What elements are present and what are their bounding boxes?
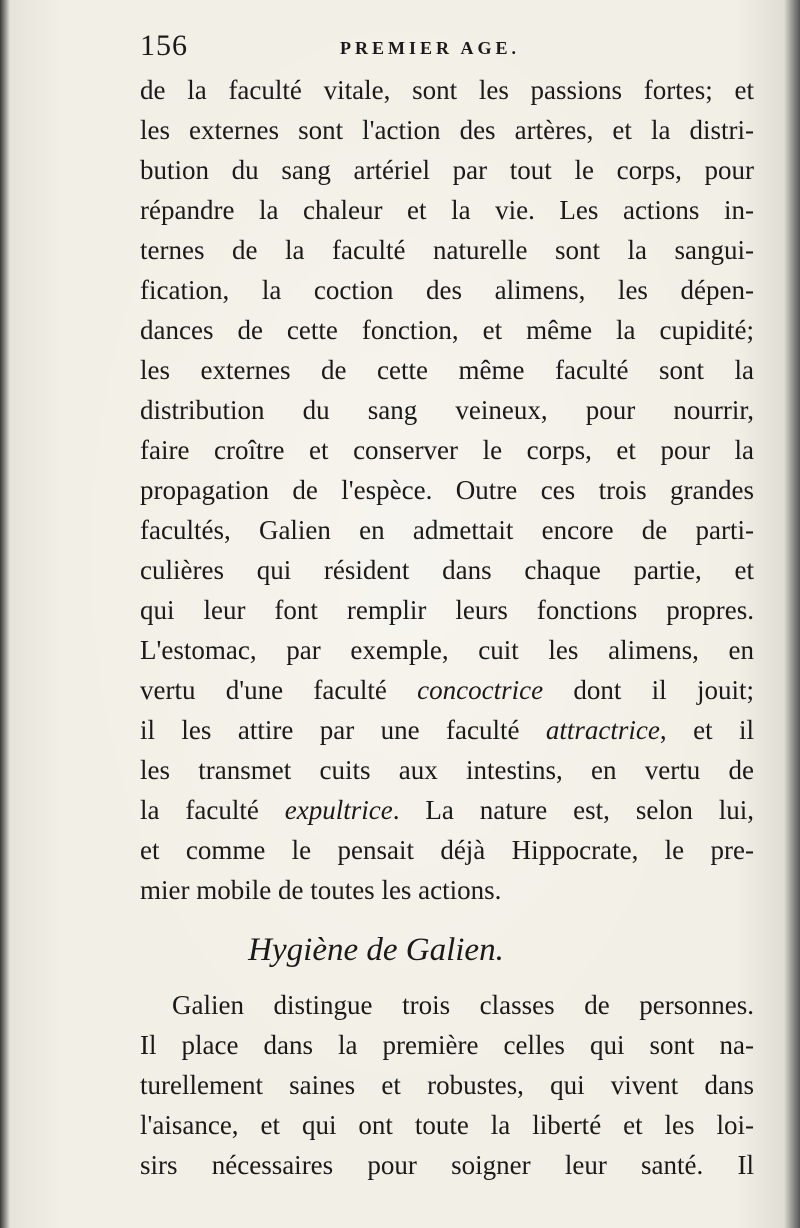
text-line: faire croître et conserver le corps, et pour la [140, 435, 754, 465]
page-gutter-shadow [0, 0, 10, 1228]
text-line: et comme le pensait déjà Hippocrate, le pre- [140, 835, 754, 865]
text-run: . La nature est, selon lui, [392, 795, 754, 825]
text-run: dont il jouit; [543, 675, 754, 705]
page-edge-shadow [784, 0, 800, 1228]
running-head: PREMIER AGE. [340, 38, 521, 58]
text-line: turellement saines et robustes, qui vivent dans [140, 1070, 754, 1100]
text-line: répandre la chaleur et la vie. Les actions in- [140, 195, 754, 225]
text-line: distribution du sang veineux, pour nourrir, [140, 395, 754, 425]
italic-term: expultrice [284, 795, 393, 825]
text-line: les externes sont l'action des artères, et la distri- [140, 115, 754, 145]
text-line-paragraph-end: mier mobile de toutes les actions. [140, 875, 502, 905]
body-text-block [140, 70, 754, 910]
text-run: il les attire par une faculté [140, 715, 546, 745]
text-line: bution du sang artériel par tout le corps, pour [140, 155, 754, 185]
text-line: Il place dans la première celles qui sont na- [140, 1030, 754, 1060]
section-heading-text: Hygiène de Galien. [248, 932, 504, 968]
text-line-expultrice [140, 790, 754, 830]
text-line-concoctrice [140, 670, 754, 710]
text-line: ternes de la faculté naturelle sont la sangui- [140, 235, 754, 265]
section-heading [0, 928, 800, 972]
italic-term: attractrice [545, 715, 660, 745]
text-line: de la faculté vitale, sont les passions fortes; et [140, 75, 754, 105]
text-line: L'estomac, par exemple, cuit les alimens, en [140, 635, 754, 665]
italic-term: concoctrice [417, 675, 544, 705]
text-line: culières qui résident dans chaque partie, et [140, 555, 754, 585]
text-line: sirs nécessaires pour soigner leur santé. Il [140, 1150, 754, 1180]
text-line-attractrice [140, 710, 754, 750]
text-line-paragraph-start: Galien distingue trois classes de personnes. [172, 990, 754, 1020]
text-run: , et il [659, 715, 754, 745]
page-number: 156 [140, 29, 188, 62]
page-header [140, 28, 760, 68]
text-line: dances de cette fonction, et même la cupidité; [140, 315, 754, 345]
text-line: propagation de l'espèce. Outre ces trois grandes [140, 475, 754, 505]
text-line: l'aisance, et qui ont toute la liberté et les loi- [140, 1110, 754, 1140]
text-line: facultés, Galien en admettait encore de parti- [140, 515, 754, 545]
text-line: les externes de cette même faculté sont la [140, 355, 754, 385]
text-line: qui leur font remplir leurs fonctions propres. [140, 595, 754, 625]
text-line: fication, la coction des alimens, les dépen- [140, 275, 754, 305]
text-line: les transmet cuits aux intestins, en vertu de [140, 755, 754, 785]
text-run: vertu d'une faculté [140, 675, 418, 705]
body-text-block-2 [140, 985, 754, 1185]
text-run: la faculté [140, 795, 285, 825]
